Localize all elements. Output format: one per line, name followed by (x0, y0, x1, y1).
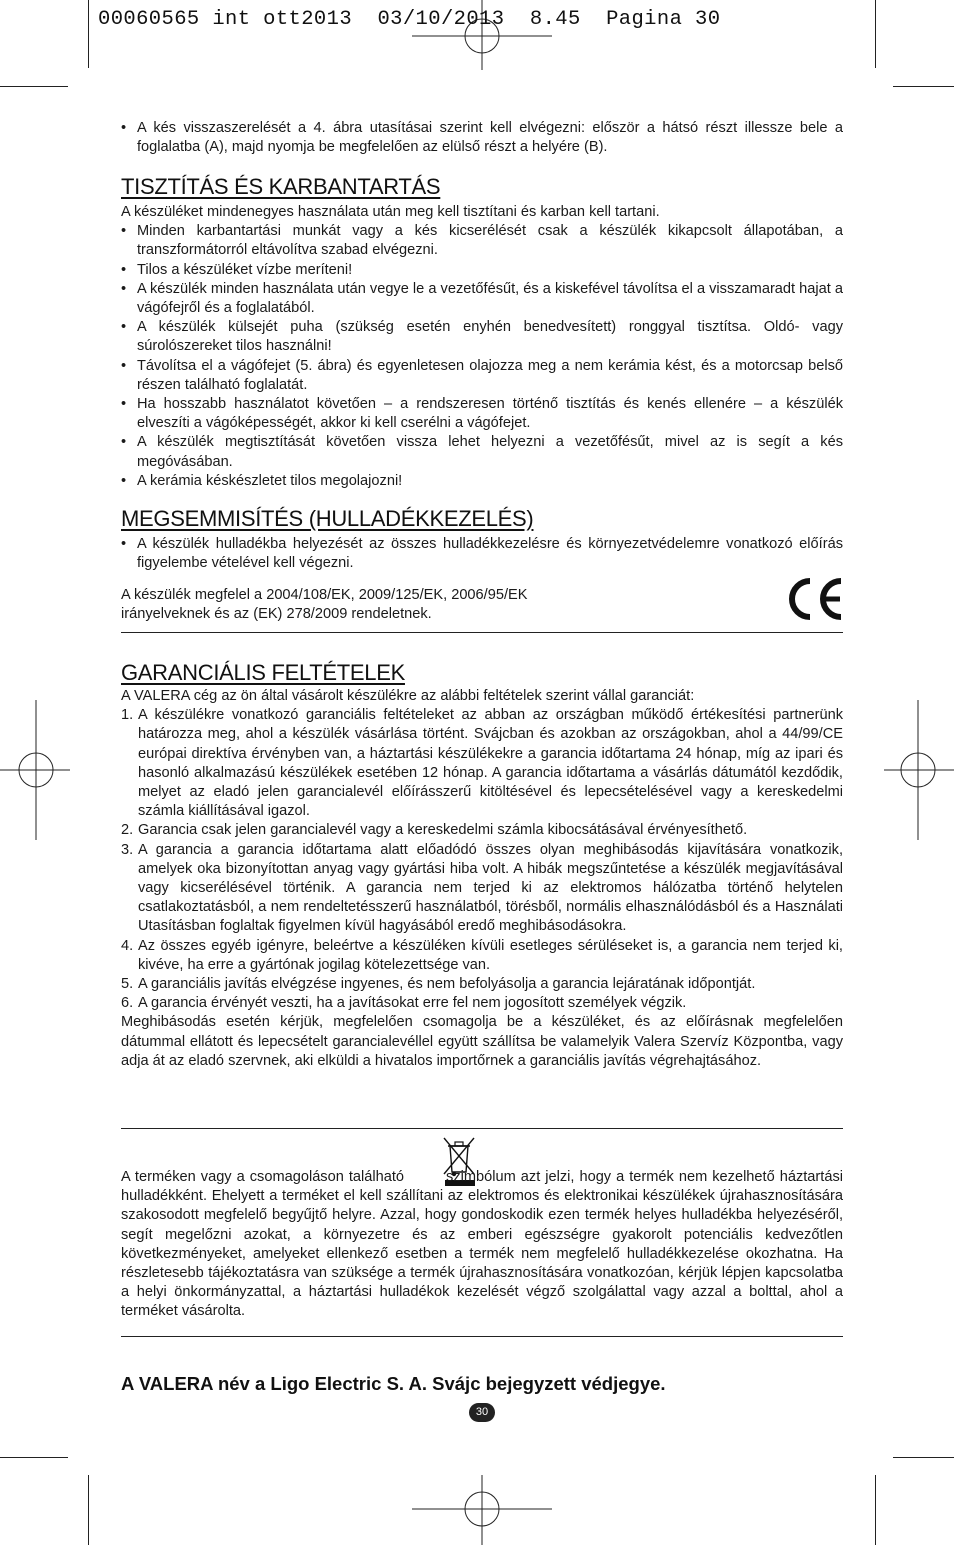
section-title-warranty: GARANCIÁLIS FELTÉTELEK (121, 660, 405, 685)
list-item: • A készülék külsejét puha (szükség esetén enyhén benedvesített) ronggyal tisztítsa. Oldó- vagy súrolószereket tilos használni! (121, 318, 843, 356)
compliance-line: A készülék megfelel a 2004/108/EK, 2009/125/EK, 2006/95/EK (121, 587, 528, 603)
warranty-closing: Meghibásodás esetén kérjük, megfelelően csomagolja be a készüléket, és az előírásnak megfelelően dátummal ellátott és lepecsételt garancialevéllel együtt szállítsa be valamelyik Valera Szervíz Központba, vagy adja át az eladó szervnek, aki elküldi a hivatalos importőrnek a garanciális javítás végrehajtásához. (121, 1014, 843, 1069)
item-text: A garanciális javítás elvégzése ingyenes, és nem befolyásolja a garancia lejáratának időpontját. (138, 976, 756, 993)
item-number: 2. (121, 822, 134, 839)
list-item: • Tilos a készüléket vízbe meríteni! (121, 261, 843, 280)
list-item: • A készülék minden használata után vegye le a vezetőfésűt, és a kiskefével távolítsa el a visszamaradt hajat a vágófejről és a foglalatából. (121, 280, 843, 318)
crop-mark (875, 0, 876, 68)
list-item: • A készülék hulladékba helyezését az összes hulladékkezelésre és környezetvédelemre vonatkozó előírás figyelembe vételével kell végezni. (121, 535, 843, 573)
divider (121, 1336, 843, 1337)
item-number: 3. (121, 841, 134, 858)
ce-mark-icon (783, 577, 845, 621)
registration-mark-icon (0, 700, 70, 840)
list-item: • Ha hosszabb használatot követően – a rendszeresen történő tisztítás és kenés ellenére – a készülék elveszíti a vágóképességét, akkor ki kell cserélni a vágófejet. (121, 395, 843, 433)
item-text: Garancia csak jelen garancialevél vagy a kereskedelmi számla kibocsátásával érvényesíthető. (138, 822, 748, 839)
crop-mark (0, 86, 68, 87)
list-item (121, 706, 843, 821)
intro-section (121, 119, 843, 157)
crop-mark (88, 1475, 89, 1545)
crop-mark (0, 1457, 68, 1458)
list-item: • Távolítsa el a vágófejet (5. ábra) és egyenletesen olajozza meg a nem kerámia kést, és a motorcsap belső részen található foglalatát. (121, 357, 843, 395)
list-item: • A készülék megtisztítását követően vissza lehet helyezni a vezetőfésűt, mivel az is segít a kés megóvásában. (121, 433, 843, 471)
disposal-section (121, 506, 843, 573)
item-number: 6. (121, 995, 134, 1012)
item-number: 1. (121, 707, 134, 724)
crop-mark (893, 1457, 954, 1458)
print-slug: 00060565 int ott2013 03/10/2013 8.45 Pagina 30 (98, 8, 721, 31)
weee-notice (121, 1168, 843, 1322)
divider (121, 1128, 843, 1129)
trademark-notice: A VALERA név a Ligo Electric S. A. Svájc bejegyzett védjegye. (121, 1373, 666, 1394)
weee-text (121, 1168, 843, 1322)
weee-text-after: szimbólum azt jelzi, hogy a termék nem kezelhető háztartási hulladékként. Ehelyett a terméket el kell szállítani az elektromos és elektronikai készülékek újrahasznosítására szakosodott megfelelő begyűjtő helyre. Azzal, hogy gondoskodik ezen termék helyes hulladékba helyezéséről, segít megelőzni azokat, a környezetre és az emberi egészségre gyakorolt potenciális kedvezőtlen következményeket, amelyeket ellenkező esetben a termék nem megfelelő hulladékkezelése okozhatna. Ha részletesebb tájékoztatásra van szüksége a termék újrahasznosítására vonatkozóan, kérjük lépjen kapcsolatba a helyi önkormányzattal, a háztartási hulladékok kezelését végző szolgálattal vagy azzal a bolttal, ahol a terméket vásárolta. (121, 1169, 843, 1320)
cleaning-lead: A készüléket mindenegyes használata után meg kell tisztítani és karban kell tartani. (121, 204, 660, 220)
crop-mark (88, 0, 89, 68)
item-text: A készülékre vonatkozó garanciális feltételeket az abban az országban működő értékesítési partnerünk határozza meg, ahol a készülék vásárlása történt. Svájcban és azokban az országokban, ahol a 44/99/CE európai direktíva érvényben van, a háztartási készülékekre a garancia időtartama 24 hónap, míg az ipari és hasonló alkalmazású készülékek esetében 12 hónap. A garancia időtartama a vásárlás dátumától kezdődik, melyet az eladó jelen garancialevél előírásszerű kitöltésével és lepecsételésével vagy a kereskedelmi számla kiállításával igazol. (138, 707, 843, 820)
item-number: 4. (121, 937, 134, 954)
section-title-cleaning: TISZTÍTÁS ÉS KARBANTARTÁS (121, 174, 441, 199)
cleaning-section (121, 174, 843, 491)
list-item: • A kerámia késkészletet tilos megolajozni! (121, 472, 843, 491)
compliance-line: irányelveknek és az (EK) 278/2009 rendeletnek. (121, 606, 432, 623)
warranty-section (121, 660, 843, 1071)
registration-mark-icon (412, 1475, 552, 1545)
item-text: Az összes egyéb igényre, beleértve a készüléken kívüli esetleges sérüléseket is, a garancia nem terjed ki, kivéve, ha erre a gyártónak jogilag kötelezettsége van. (138, 937, 843, 973)
crop-mark (893, 86, 954, 87)
divider (121, 632, 843, 633)
list-item: • Minden karbantartási munkát vagy a kés kicserélését csak a készülék kikapcsolt állapotában, a transzformátorról eltávolítva szabad elvégezni. (121, 222, 843, 260)
list-item (121, 994, 843, 1013)
list-item: • A kés visszaszerelését a 4. ábra utasításai szerint kell elvégezni: először a hátsó részt illessze bele a foglalatba (A), majd nyomja be megfelelően az elülső részt a helyére (B). (121, 119, 843, 157)
compliance-statement (121, 586, 527, 624)
item-text: A garancia érvényét veszti, ha a javításokat erre fel nem jogosított személyek végzik. (138, 995, 687, 1012)
list-item (121, 821, 843, 840)
item-number: 5. (121, 976, 134, 993)
page-number: 30 (469, 1403, 495, 1422)
warranty-lead: A VALERA cég az ön által vásárolt készülékre az alábbi feltételek szerint vállal garanciát: (121, 688, 695, 704)
weee-text-before: A terméken vagy a csomagoláson található (121, 1169, 405, 1185)
list-item (121, 937, 843, 975)
section-title-disposal: MEGSEMMISÍTÉS (HULLADÉKKEZELÉS) (121, 506, 534, 531)
item-text: A garancia a garancia időtartama alatt előadódó összes olyan meghibásodás kijavítására vonatkozik, amelyek oka bizonyítottan anyag vagy gyártási hiba volt. A hibák megszűntetése a készülék megjavításával vagy kicserélésével történik. A garancia nem terjed ki az elektromos hálózatba történő helytelen csatlakoztatásból, a nem rendeltetésszerű használatból, törésből, normális elhasználódásból és a Használati Utasításban foglaltak figyelmen kívül hagyásából eredő meghibásodásokra. (138, 841, 843, 935)
crop-mark (875, 1475, 876, 1545)
registration-mark-icon (884, 700, 954, 840)
list-item (121, 975, 843, 994)
list-item (121, 841, 843, 937)
